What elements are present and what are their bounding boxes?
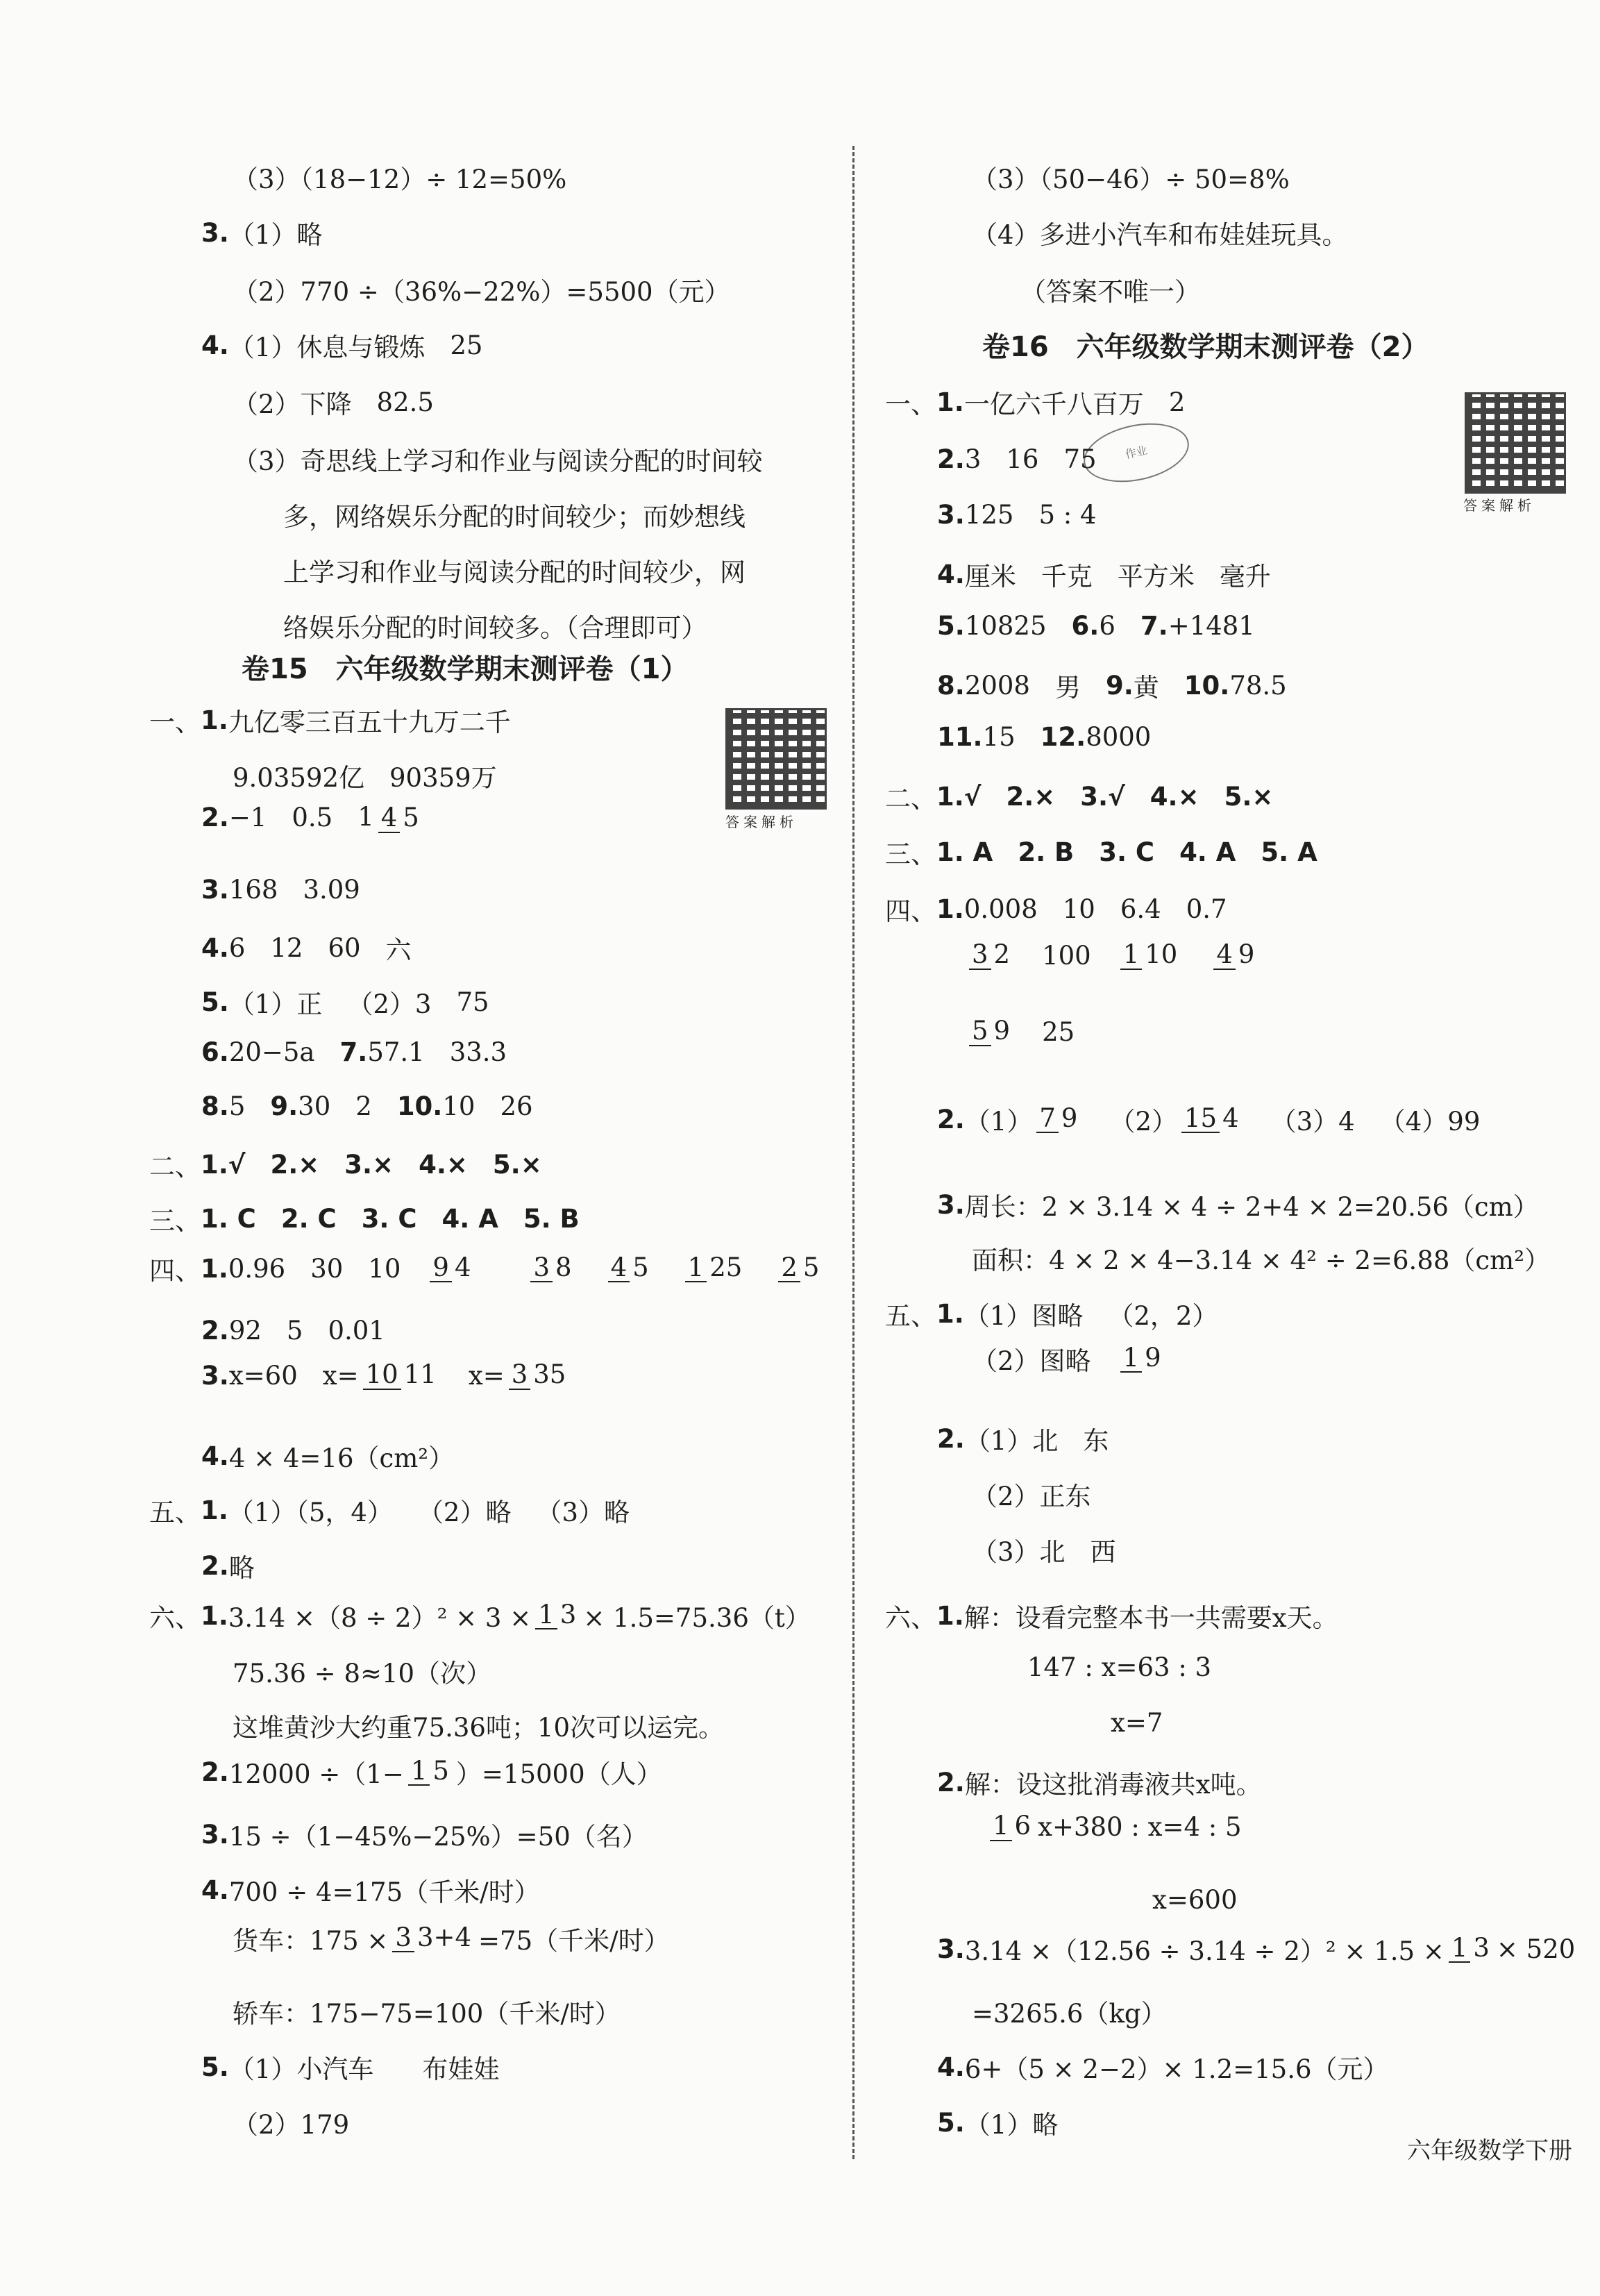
answer-line: （3）（50−46）÷ 50=8% (972, 165, 1290, 194)
page-footer: 六年级数学下册 (1407, 2137, 1572, 2165)
qr-code-icon (1465, 392, 1566, 494)
answer-line: 4. 4 × 4=16（cm²） (201, 1441, 455, 1473)
answer-line: 2. 3 16 75 (937, 444, 1097, 474)
answer-line: 二、 1.√ 2.× 3.√ 4.× 5.× (885, 781, 1274, 814)
section-title: 卷15 六年级数学期末测评卷（1） (242, 653, 689, 685)
answer-line: 8. 5 9. 30 2 10. 10 26 (201, 1091, 533, 1121)
qr-label: 答案解析 (1463, 497, 1535, 514)
answer-line: x=600 (1152, 1885, 1238, 1915)
answer-line: 3. 周长：2 × 3.14 × 4 ÷ 2+4 × 2=20.56（cm） (937, 1189, 1539, 1222)
answer-line: 1 6 x+380 : x=4 : 5 (986, 1812, 1242, 1842)
answer-line: 3. 15 ÷（1−45%−25%）=50（名） (201, 1819, 648, 1852)
answer-line: 四、 1. 0.96 30 10 9 4 3 8 4 5 1 25 2 5 (149, 1252, 820, 1286)
answer-line: 五、 1. （1）图略 （2，2） (885, 1298, 1218, 1331)
answer-line: 这堆黄沙大约重75.36吨；10次可以运完。 (233, 1713, 725, 1743)
answer-line: （答案不唯一） (1020, 277, 1200, 307)
answer-line: 2. −1 0.5 1 4 5 (201, 802, 419, 833)
answer-line: （2）正东 (972, 1482, 1091, 1511)
answer-line: 3. 168 3.09 (201, 875, 360, 905)
answer-line: 二、 1.√ 2.× 3.× 4.× 5.× (149, 1149, 542, 1182)
answer-line: 五、 1. （1）（5，4） （2）略 （3）略 (149, 1495, 630, 1527)
answer-line: 4. 6 12 60 六 (201, 932, 412, 965)
answer-line: （2）图略 1 9 (972, 1342, 1161, 1376)
answer-line: 货车：175 × 3 3+4 =75（千米/时） (233, 1922, 670, 1956)
answer-line: 2. （1） 7 9 （2） 15 4 （3）4 （4）99 (937, 1103, 1481, 1137)
answer-line: 面积：4 × 2 × 4−3.14 × 4² ÷ 2=6.88（cm²） (972, 1246, 1551, 1275)
answer-line: 4. 6+（5 × 2−2）× 1.2=15.6（元） (937, 2052, 1389, 2084)
answer-line: 11. 15 12. 8000 (937, 722, 1152, 752)
qr-code-icon (725, 708, 827, 810)
answer-line: 多，网络娱乐分配的时间较少；而妙想线 (283, 502, 746, 532)
qr-label: 答案解析 (725, 814, 798, 830)
answer-line: x=7 (1111, 1708, 1163, 1738)
answer-line: 2. （1）北 东 (937, 1423, 1109, 1456)
answer-line: 3 2 100 1 10 4 9 (965, 941, 1261, 971)
answer-line: 三、 1. C 2. C 3. C 4. A 5. B (149, 1203, 580, 1236)
answer-line: 轿车：175−75=100（千米/时） (233, 1999, 621, 2029)
answer-line: （3）北 西 (972, 1537, 1116, 1567)
answer-line: 4. （1）休息与锻炼 25 (201, 330, 483, 362)
answer-line: 一、 1. 九亿零三百五十九万二千 (149, 705, 511, 737)
answer-line: 上学习和作业与阅读分配的时间较少，网 (283, 558, 746, 587)
answer-line: 2. 92 5 0.01 (201, 1316, 385, 1346)
answer-line: 9.03592亿 90359万 (233, 763, 497, 793)
answer-line: （2）179 (233, 2110, 350, 2140)
answer-line: 8. 2008 男 9. 黄 10. 78.5 (937, 670, 1287, 703)
answer-line: 3. 125 5 : 4 (937, 500, 1097, 530)
answer-line: （2）下降 82.5 (233, 387, 434, 419)
answer-line: 一、 1. 一亿六千八百万 2 (885, 387, 1186, 419)
answer-line: 六、 1. 解：设看完整本书一共需要x天。 (885, 1600, 1338, 1633)
answer-line: 三、 1. A 2. B 3. C 4. A 5. A (885, 837, 1317, 869)
answer-line: 75.36 ÷ 8≈10（次） (233, 1659, 492, 1689)
answer-line: 2. 12000 ÷（1− 1 5 ）=15000（人） (201, 1755, 662, 1789)
answer-line: 147 : x=63 : 3 (1027, 1652, 1212, 1682)
answer-line: 四、 1. 0.008 10 6.4 0.7 (885, 894, 1227, 926)
answer-line: 4. 厘米 千克 平方米 毫升 (937, 559, 1271, 592)
answer-line: =3265.6（kg） (972, 1999, 1167, 2029)
answer-line: 络娱乐分配的时间较多。（合理即可） (283, 613, 707, 643)
answer-line: 5 9 25 (965, 1017, 1075, 1047)
answer-line: 5. （1）小汽车 布娃娃 (201, 2052, 500, 2084)
answer-line: 2. 解：设这批消毒液共x吨。 (937, 1767, 1262, 1800)
answer-line: 5. （1）略 (937, 2107, 1059, 2140)
answer-line: 5. 10825 6. 6 7. +1481 (937, 611, 1255, 641)
answer-line: 6. 20−5a 7. 57.1 33.3 (201, 1037, 507, 1067)
answer-line: （2）770 ÷（36%−22%）=5500（元） (233, 277, 730, 307)
answer-line: 5. （1）正 （2）3 75 (201, 987, 489, 1019)
stamp-icon: 作业 (1078, 414, 1194, 491)
answer-line: 3. x=60 x= 10 11 x= 3 35 (201, 1359, 566, 1391)
section-title: 卷16 六年级数学期末测评卷（2） (982, 331, 1429, 363)
answer-line: 4. 700 ÷ 4=175（千米/时） (201, 1875, 540, 1907)
answer-line: 3. 3.14 ×（12.56 ÷ 3.14 ÷ 2）² × 1.5 × 1 3 × 520 (937, 1932, 1576, 1966)
answer-line: （3）奇思线上学习和作业与阅读分配的时间较 (233, 446, 763, 476)
answer-line: 3. （1）略 (201, 217, 323, 250)
answer-line: （4）多进小汽车和布娃娃玩具。 (972, 220, 1348, 250)
answer-line: 2. 略 (201, 1550, 255, 1583)
answer-line: （3）（18−12）÷ 12=50% (233, 165, 567, 194)
answer-line: 六、 1. 3.14 ×（8 ÷ 2）² × 3 × 1 3 × 1.5=75.36（t） (149, 1599, 811, 1633)
column-divider (852, 146, 854, 2159)
